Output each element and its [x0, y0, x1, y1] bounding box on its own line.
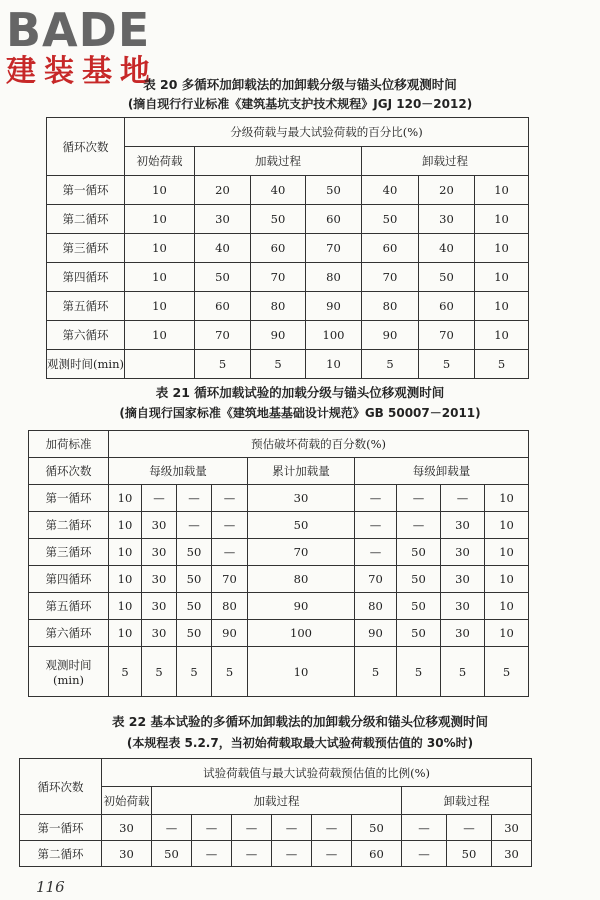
table-cell: —	[232, 841, 272, 867]
table-cell: —	[177, 512, 212, 539]
table-cell: 80	[251, 292, 306, 321]
row-label: 第一循环	[47, 176, 125, 205]
table-row	[29, 512, 529, 539]
table-cell: 60	[362, 234, 419, 263]
t20-time-label: 观测时间(min)	[47, 350, 125, 379]
table-row	[20, 841, 532, 867]
table-cell: —	[355, 512, 397, 539]
table-cell: 5	[251, 350, 306, 379]
table-cell: 5	[397, 647, 441, 697]
t21-time-label-line2: (min)	[53, 672, 84, 687]
table-cell: 70	[212, 566, 248, 593]
table-row	[47, 234, 529, 263]
table-cell: 50	[195, 263, 251, 292]
table-row	[29, 485, 529, 512]
row-label: 第四循环	[29, 566, 109, 593]
table-cell: 50	[177, 620, 212, 647]
table-cell: 10	[475, 176, 529, 205]
table-cell: 10	[109, 593, 142, 620]
table-cell: 10	[125, 263, 195, 292]
table-cell: 5	[212, 647, 248, 697]
table-cell: 5	[109, 647, 142, 697]
table-cell: 5	[441, 647, 485, 697]
table-cell: 40	[195, 234, 251, 263]
table-cell: —	[192, 841, 232, 867]
t21-header-unload: 每级卸载量	[355, 458, 529, 485]
table-cell: 50	[306, 176, 362, 205]
table-22	[19, 758, 532, 867]
table-cell: 10	[475, 263, 529, 292]
table-cell: —	[177, 485, 212, 512]
table-cell: 80	[248, 566, 355, 593]
table-cell: —	[212, 539, 248, 566]
table-cell: 5	[177, 647, 212, 697]
table-cell: —	[447, 815, 492, 841]
table-row	[47, 205, 529, 234]
table-row	[29, 620, 529, 647]
table-cell: 10	[248, 647, 355, 697]
table-cell: 10	[125, 321, 195, 350]
table-cell: 30	[142, 566, 177, 593]
table-cell: 10	[475, 292, 529, 321]
table-cell: 30	[441, 512, 485, 539]
t20-header-load: 加载过程	[195, 147, 362, 176]
table-row	[47, 263, 529, 292]
table-cell: 70	[362, 263, 419, 292]
table-cell: 90	[251, 321, 306, 350]
t21-header-percent: 预估破坏荷载的百分数(%)	[109, 431, 529, 458]
table-cell: 5	[362, 350, 419, 379]
table-cell: 50	[177, 593, 212, 620]
table-cell: 70	[419, 321, 475, 350]
row-label: 第二循环	[20, 841, 102, 867]
table-cell: 10	[475, 321, 529, 350]
table21-source: (摘自现行国家标准《建筑地基基础设计规范》GB 50007－2011)	[119, 406, 481, 420]
watermark-brand: BADE	[6, 3, 151, 57]
table-cell: 90	[306, 292, 362, 321]
row-label: 第六循环	[29, 620, 109, 647]
t20-header-cycles: 循环次数	[47, 118, 125, 176]
table-cell: 50	[177, 566, 212, 593]
table-cell: 30	[441, 620, 485, 647]
table-cell: —	[212, 512, 248, 539]
table-cell: —	[402, 815, 447, 841]
t21-header-cumulative: 累计加载量	[248, 458, 355, 485]
t22-header-cycles: 循环次数	[20, 759, 102, 815]
table-cell: 30	[441, 593, 485, 620]
table-cell: 30	[142, 593, 177, 620]
row-label: 第五循环	[47, 292, 125, 321]
t21-header-cycles: 循环次数	[29, 458, 109, 485]
table-cell: 40	[251, 176, 306, 205]
table-cell: 50	[447, 841, 492, 867]
table-row	[47, 292, 529, 321]
row-label: 第二循环	[29, 512, 109, 539]
table-cell: 70	[306, 234, 362, 263]
table-cell: 60	[195, 292, 251, 321]
table-cell: —	[441, 485, 485, 512]
table-cell: 10	[475, 234, 529, 263]
table-cell: —	[232, 815, 272, 841]
table-cell: —	[192, 815, 232, 841]
t21-header-standard: 加荷标准	[29, 431, 109, 458]
table-cell: 60	[306, 205, 362, 234]
table-cell: 50	[397, 539, 441, 566]
table-cell: 40	[419, 234, 475, 263]
table-cell: 30	[441, 566, 485, 593]
table-cell: 40	[362, 176, 419, 205]
table-cell: 30	[492, 841, 532, 867]
row-label: 第三循环	[47, 234, 125, 263]
table-cell: 5	[419, 350, 475, 379]
row-label: 第五循环	[29, 593, 109, 620]
table-cell: 10	[109, 485, 142, 512]
table22-title: 表 22 基本试验的多循环加卸载法的加卸载分级和锚头位移观测时间	[111, 714, 489, 729]
table-cell: 10	[109, 512, 142, 539]
page-number: 116	[36, 878, 65, 896]
table-cell: 10	[485, 566, 529, 593]
watermark-cn: 建装基地	[6, 54, 158, 89]
table-cell: 100	[306, 321, 362, 350]
table-cell: 50	[248, 512, 355, 539]
table21-title: 表 21 循环加载试验的加载分级与锚头位移观测时间	[155, 385, 445, 400]
table-cell: —	[397, 512, 441, 539]
table22-source: (本规程表 5.2.7，当初始荷载取最大试验荷载预估值的 30%时)	[126, 736, 474, 750]
table-cell: 20	[195, 176, 251, 205]
table-cell: 30	[102, 841, 152, 867]
table-row	[47, 176, 529, 205]
table-cell: 10	[485, 620, 529, 647]
table-cell: 50	[419, 263, 475, 292]
table-cell: 50	[352, 815, 402, 841]
row-label: 第三循环	[29, 539, 109, 566]
t22-header-unload: 卸载过程	[402, 787, 532, 815]
table-cell: —	[272, 841, 312, 867]
t22-header-load: 加载过程	[152, 787, 402, 815]
table-cell: 10	[109, 539, 142, 566]
table-cell: —	[355, 539, 397, 566]
t22-header-percent: 试验荷载值与最大试验荷载预估值的比例(%)	[102, 759, 532, 787]
t21-time-label	[29, 647, 109, 697]
table-cell: 5	[142, 647, 177, 697]
table-cell: 10	[109, 620, 142, 647]
table-cell: 100	[248, 620, 355, 647]
t20-header-initial: 初始荷载	[125, 147, 195, 176]
table-cell: 90	[212, 620, 248, 647]
table-cell: 10	[475, 205, 529, 234]
table-cell: 80	[355, 593, 397, 620]
table-cell: 30	[142, 620, 177, 647]
table-cell: 50	[362, 205, 419, 234]
table-cell: 20	[419, 176, 475, 205]
t20-header-unload: 卸载过程	[362, 147, 529, 176]
table-cell: 60	[251, 234, 306, 263]
t22-header-initial: 初始荷载	[102, 787, 152, 815]
table-cell: 30	[102, 815, 152, 841]
table-cell: 60	[352, 841, 402, 867]
table-cell: 90	[362, 321, 419, 350]
table-cell: 70	[355, 566, 397, 593]
table-cell: 10	[485, 593, 529, 620]
table-cell: 80	[306, 263, 362, 292]
t21-time-label-line1: 观测时间	[45, 657, 92, 672]
table-cell: 5	[475, 350, 529, 379]
table-cell: 30	[248, 485, 355, 512]
table-cell: —	[152, 815, 192, 841]
table-cell: —	[402, 841, 447, 867]
table-cell: 5	[195, 350, 251, 379]
table-cell: 50	[177, 539, 212, 566]
table-cell: 60	[419, 292, 475, 321]
table-cell: 70	[195, 321, 251, 350]
table-cell: 70	[248, 539, 355, 566]
table-cell: 50	[397, 593, 441, 620]
table-cell: —	[272, 815, 312, 841]
table-cell: —	[397, 485, 441, 512]
table-cell: 50	[251, 205, 306, 234]
table-cell: 50	[152, 841, 192, 867]
row-label: 第一循环	[20, 815, 102, 841]
row-label: 第二循环	[47, 205, 125, 234]
t21-header-load: 每级加载量	[109, 458, 248, 485]
table-cell: 10	[125, 292, 195, 321]
table-row	[29, 539, 529, 566]
table-20	[46, 117, 529, 379]
table-cell: 50	[397, 620, 441, 647]
table-cell: 10	[306, 350, 362, 379]
table-cell: 70	[251, 263, 306, 292]
table-cell: 10	[125, 234, 195, 263]
table-cell: 90	[248, 593, 355, 620]
table-cell: 10	[109, 566, 142, 593]
table20-source: (摘自现行行业标准《建筑基坑支护技术规程》JGJ 120－2012)	[127, 97, 473, 111]
table-cell: 10	[125, 205, 195, 234]
table-cell: 5	[355, 647, 397, 697]
table-cell: —	[355, 485, 397, 512]
table-cell: 10	[485, 512, 529, 539]
table-cell: 5	[485, 647, 529, 697]
row-label: 第一循环	[29, 485, 109, 512]
table-cell: —	[312, 841, 352, 867]
table-row	[29, 566, 529, 593]
row-label: 第六循环	[47, 321, 125, 350]
table-cell: 10	[125, 176, 195, 205]
table-cell: 30	[419, 205, 475, 234]
row-label: 第四循环	[47, 263, 125, 292]
table-row	[47, 321, 529, 350]
table-cell: 90	[355, 620, 397, 647]
table-cell: 50	[397, 566, 441, 593]
table-cell: —	[312, 815, 352, 841]
table-cell: 80	[212, 593, 248, 620]
table-21	[28, 430, 529, 697]
t21-time-row	[29, 647, 529, 697]
table-cell: 30	[195, 205, 251, 234]
table-cell: 30	[142, 539, 177, 566]
table-cell: —	[142, 485, 177, 512]
table-cell: 30	[441, 539, 485, 566]
table-row	[20, 815, 532, 841]
table-cell: —	[212, 485, 248, 512]
table-cell: 30	[492, 815, 532, 841]
table-cell: 30	[142, 512, 177, 539]
table-row	[29, 593, 529, 620]
table-cell: 80	[362, 292, 419, 321]
table-cell: 10	[485, 539, 529, 566]
table-cell	[125, 350, 195, 379]
table20-title: 表 20 多循环加卸载法的加卸载分级与锚头位移观测时间	[143, 77, 457, 92]
t20-header-percent: 分级荷载与最大试验荷载的百分比(%)	[125, 118, 529, 147]
t20-time-row	[47, 350, 529, 379]
table-cell: 10	[485, 485, 529, 512]
